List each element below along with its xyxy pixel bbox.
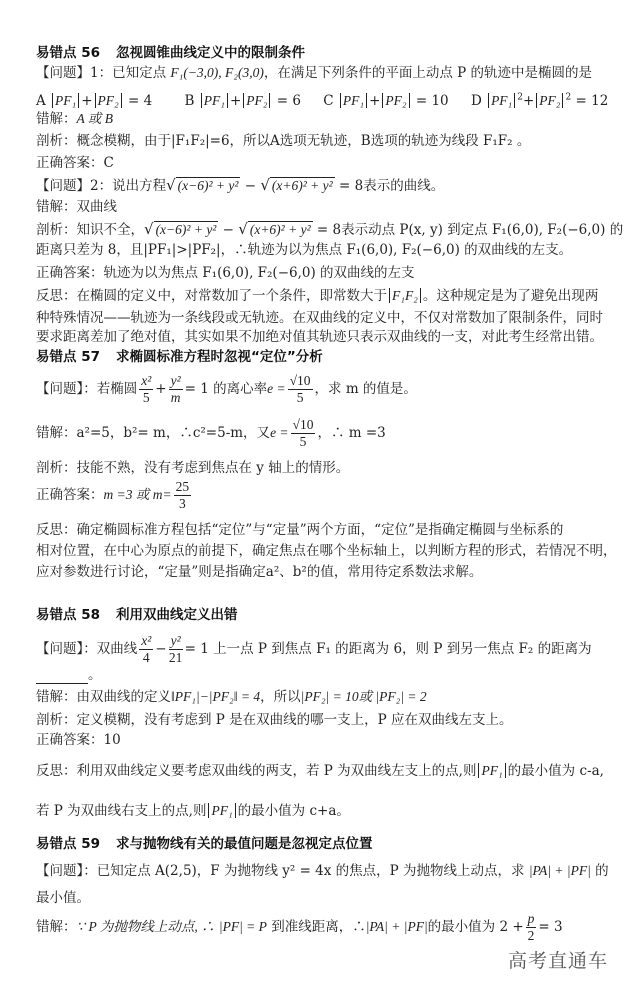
text-q-e-d: 5 bbox=[296, 390, 304, 405]
text-q-expr: |PA| + |PF| bbox=[528, 863, 591, 878]
option-a: A PF₁ + PF₂ = 4 bbox=[36, 92, 153, 109]
text-analysis: 定义模糊，没有考虑到 P 是在双曲线的哪一支上，P 应在双曲线左支上。 bbox=[76, 712, 513, 728]
text-wrong-frac-n: p bbox=[527, 911, 535, 926]
problem-58-statement: 【问题】：双曲线 $\frac{\text{x²}}{4}$ − $\frac{\text{y²}}{21}$ = 1 上一点 P 到焦点 F₁ 的距离为 6，则 P 到另一焦点 F₂ 的距离为 bbox=[36, 633, 592, 665]
text-reflection-1a: 利用双曲线定义要考虑双曲线的两支，若 P 为双曲线左支上的点,则 bbox=[76, 763, 477, 779]
text-reflection-3: 要求距离差加了绝对值，其实如果不加绝对值其轨迹只表示双曲线的一支，对此考生经常出错。 bbox=[36, 329, 603, 345]
text-q2-text1: 说出方程 bbox=[112, 178, 167, 194]
text-wrong-3: |PF₂| = 10或 |PF₂| = 2 bbox=[300, 689, 427, 704]
text-reflection-1b: F₁F₂ bbox=[389, 288, 421, 303]
text-heading-num: 易错点 57 bbox=[36, 349, 100, 365]
problem-2-statement: 【问题】2：说出方程√ (x−6)² + y² − √ (x+6)² + y² = 8表示的曲线。 bbox=[36, 176, 445, 194]
text-analysis-label: 剖析： bbox=[36, 460, 77, 476]
problem-2-analysis-cont bbox=[36, 241, 572, 259]
reflection-56-line2 bbox=[36, 309, 603, 327]
text-q-text2: 的 bbox=[595, 863, 609, 879]
text-q-end: 。 bbox=[88, 667, 102, 683]
problem-58-analysis bbox=[36, 711, 513, 729]
text-q-frac1-n: x² bbox=[141, 633, 152, 648]
text-value: = 4 bbox=[128, 92, 153, 109]
text-wrong-2: 到准线距离，∴ bbox=[271, 919, 366, 935]
text-q-text1: 已知定点 A(2,5)，F 为抛物线 y² = 4x 的焦点，P 为抛物线上动点，求 bbox=[96, 863, 525, 879]
text-q-frac2-d: 21 bbox=[168, 650, 183, 665]
text-q-e: e = bbox=[267, 381, 286, 396]
text-analysis-label: 剖析： bbox=[36, 133, 77, 149]
text-expr-left: PF₁ bbox=[52, 93, 79, 108]
heading-number: 易错点 56 bbox=[36, 45, 100, 61]
text-wrong-e-d: 5 bbox=[299, 434, 307, 449]
text-correct-label: 正确答案： bbox=[36, 732, 104, 748]
text-expr-right: PF₂ bbox=[382, 93, 409, 108]
text-q-text2: = 1 上一点 P 到焦点 F₁ 的距离为 6，则 P 到另一焦点 F₂ 的距离为 bbox=[184, 641, 592, 657]
reflection-56 bbox=[36, 287, 598, 305]
problem-2-analysis: 剖析：知识不全，√ (x−6)² + y² − √ (x+6)² + y² = 8表示动点 P(x, y) 到定点 F₁(6,0), F₂(−6,0) 的 bbox=[36, 220, 624, 238]
text-q-frac2-d: m bbox=[170, 390, 181, 405]
section-59-heading bbox=[36, 835, 373, 853]
text-reflection-label: 反思： bbox=[36, 288, 77, 304]
problem-2-wrong bbox=[36, 198, 117, 216]
text-wrong-label: 错解： bbox=[36, 689, 77, 705]
section-56-heading bbox=[36, 44, 305, 62]
text-q-text1: 双曲线 bbox=[96, 641, 138, 657]
problem-text: ，在满足下列条件的平面上动点 P 的轨迹中是椭圆的是 bbox=[263, 65, 593, 81]
text-expr-left: PF₁ bbox=[201, 93, 228, 108]
text-q2-eq-a: (x−6)² + y² bbox=[155, 222, 217, 237]
text-wrong-1: ∵ P 为抛物线上动点, ∴ bbox=[76, 919, 215, 934]
text-correct-label: 正确答案： bbox=[36, 155, 104, 171]
text-heading-title: 求椭圆标准方程时忽视“定位”分析 bbox=[116, 349, 323, 365]
text-wrong-1: 由双曲线的定义 bbox=[76, 689, 171, 705]
text-q-text3: ，求 m 的值是。 bbox=[314, 381, 417, 397]
text-correct-1: m =3 或 m= bbox=[103, 487, 172, 502]
text-q-label: 【问题】： bbox=[36, 863, 97, 879]
problem-58-correct bbox=[36, 731, 121, 749]
section-57-heading bbox=[36, 348, 323, 366]
text-wrong-2: ，∴ m =3 bbox=[317, 425, 386, 441]
correct-answer bbox=[36, 154, 114, 172]
problem-58-blank bbox=[36, 666, 102, 684]
text-heading-title: 利用双曲线定义出错 bbox=[116, 607, 238, 623]
text-expr-right: PF₂ bbox=[243, 93, 270, 108]
text-reflection-2: 相对位置，在中心为原点的前提下，确定焦点在哪个坐标轴上，以判断方程的形式，若情况不明， bbox=[36, 543, 617, 559]
text-q-frac2-n: y² bbox=[170, 633, 181, 648]
text-reflection-1b: PF₁ bbox=[478, 763, 505, 778]
watermark-logo: 高考直通车 bbox=[508, 950, 609, 972]
reflection-57-line2 bbox=[36, 542, 617, 560]
reflection-58-line2 bbox=[36, 802, 350, 820]
text-expr-left: PF₁ bbox=[488, 93, 515, 108]
text-q2-eq-c: = 8 bbox=[316, 222, 342, 238]
text-wrong-2: ，所以 bbox=[260, 689, 301, 705]
text-wrong-1: a²=5，b²= m，∴c²=5-m，又 bbox=[76, 425, 271, 441]
text-wrong-label: 错解： bbox=[36, 425, 77, 441]
text-wrong-e: e = bbox=[270, 425, 289, 440]
text-analysis-text: 概念模糊，由于|F₁F₂|=6，所以A选项无轨迹，B选项的轨迹为线段 F₁F₂ 。 bbox=[76, 133, 531, 149]
text-reflection-label: 反思： bbox=[36, 763, 77, 779]
text-wrong-label: 错解： bbox=[36, 919, 77, 935]
option-d: D PF₁ $^2$+ PF₂ $^2$ = 12 bbox=[470, 92, 609, 109]
text-wrong-expr: |PA| + |PF| bbox=[365, 919, 428, 934]
problem-57-analysis bbox=[36, 459, 349, 477]
text-heading-num: 易错点 59 bbox=[36, 836, 100, 852]
text-q2-eq-b: (x+6)² + y² bbox=[271, 178, 333, 193]
text-q2-analysis-3: 距离只差为 8，且|PF₁|>|PF₂|，∴轨迹为以为焦点 F₁(6,0), F₂(−6,0) 的双曲线的左支。 bbox=[36, 242, 573, 258]
text-letter: B bbox=[184, 92, 195, 109]
text-value: = 6 bbox=[276, 92, 301, 109]
answer-blank bbox=[36, 669, 88, 684]
text-correct: 10 bbox=[103, 732, 121, 748]
text-q-frac1-n: x² bbox=[141, 373, 152, 388]
problem-text: 已知定点 bbox=[112, 65, 167, 81]
option-b: B PF₁ + PF₂ = 6 bbox=[184, 92, 301, 109]
text-wrong-e-n: √10 bbox=[292, 417, 314, 432]
text-q2-eq-b: (x+6)² + y² bbox=[249, 222, 311, 237]
text-reflection-2: 种特殊情况——轨迹为一条线段或无轨迹。在双曲线的定义中，不仅对常数加了限制条件，同时 bbox=[36, 310, 603, 326]
text-letter: A bbox=[36, 92, 46, 109]
problem-label: 【问题】1： bbox=[36, 65, 113, 81]
text-q-label: 【问题】： bbox=[36, 641, 97, 657]
text-analysis: 技能不熟，没有考虑到焦点在 y 轴上的情形。 bbox=[76, 460, 350, 476]
problem-57-wrong bbox=[36, 416, 386, 450]
text-q-text3: 最小值。 bbox=[36, 890, 90, 906]
text-correct-d: 3 bbox=[178, 496, 186, 511]
text-heading-title: 求与抛物线有关的最值问题是忽视定点位置 bbox=[116, 836, 373, 852]
text-expr-left: PF₁ bbox=[340, 93, 367, 108]
problem-2-correct bbox=[36, 264, 415, 282]
reflection-57 bbox=[36, 521, 563, 539]
text-wrong-expr: ‖PF₁|−|PF₂‖ = 4 bbox=[171, 689, 261, 704]
text-q2-correct: 轨迹为以为焦点 F₁(6,0), F₂(−6,0) 的双曲线的左支 bbox=[103, 265, 415, 281]
option-c: C PF₁ + PF₂ = 10 bbox=[323, 92, 449, 109]
text-reflection-1: 确定椭圆标准方程包括“定位”与“定量”两个方面，“定位”是指确定椭圆与坐标系的 bbox=[76, 522, 564, 538]
text-expr-right: PF₂ bbox=[536, 93, 563, 108]
text-analysis-label: 剖析： bbox=[36, 712, 77, 728]
text-correct-answer: C bbox=[103, 155, 114, 171]
problem-57-statement: 【问题】：若椭圆 $\frac{\text{x²}}{5}$ + $\frac{\text{y²}}{m}$ = 1 的离心率e = $\frac{√10}{5}$ ，求 m 的值是。 bbox=[36, 373, 417, 405]
text-q-text1: 若椭圆 bbox=[96, 381, 138, 397]
section-58-heading bbox=[36, 606, 238, 624]
text-value: = 10 bbox=[415, 92, 449, 109]
text-reflection-3: 应对参数进行讨论，“定量”则是指确定a²、b²的值，常用待定系数法求解。 bbox=[36, 564, 483, 580]
reflection-58 bbox=[36, 762, 604, 780]
text-correct-n: 25 bbox=[175, 479, 190, 494]
text-q2-eq-c: = 8 bbox=[339, 178, 364, 194]
text-expr-right: PF₂ bbox=[95, 93, 122, 108]
text-wrong-pf: |PF| = P bbox=[218, 919, 267, 934]
text-q2-label: 【问题】2： bbox=[36, 178, 113, 194]
text-heading-num: 易错点 58 bbox=[36, 607, 100, 623]
text-wrong-4: = 3 bbox=[538, 919, 563, 935]
problem-57-correct bbox=[36, 478, 193, 512]
text-q-frac2-n: y² bbox=[170, 373, 181, 388]
text-reflection-label: 反思： bbox=[36, 522, 77, 538]
text-reflection-1a: 在椭圆的定义中，对常数加了一个条件，即常数大于 bbox=[76, 288, 387, 304]
text-correct-label: 正确答案： bbox=[36, 487, 104, 503]
text-q2-correct-label: 正确答案： bbox=[36, 265, 104, 281]
text-q-e-n: √10 bbox=[289, 373, 311, 388]
text-wrong-3: 的最小值为 2 + bbox=[427, 919, 524, 935]
problem-59-statement-cont bbox=[36, 889, 90, 907]
heading-title: 忽视圆锥曲线定义中的限制条件 bbox=[116, 45, 305, 61]
text-q2-wrong: 双曲线 bbox=[76, 199, 117, 215]
problem-58-wrong bbox=[36, 688, 427, 706]
text-letter: D bbox=[470, 92, 482, 109]
text-wrong-frac-d: 2 bbox=[527, 928, 535, 943]
reflection-56-line3 bbox=[36, 328, 603, 346]
text-q2-analysis-2: 表示动点 P(x, y) 到定点 F₁(6,0), F₂(−6,0) 的 bbox=[341, 222, 624, 238]
text-q2-wrong-label: 错解： bbox=[36, 199, 77, 215]
text-q2-analysis-1: 知识不全， bbox=[76, 222, 144, 238]
text-wrong-label: 错解： bbox=[36, 111, 77, 127]
problem-59-statement bbox=[36, 862, 609, 880]
analysis bbox=[36, 132, 530, 150]
text-q2-eq-a: (x−6)² + y² bbox=[177, 178, 239, 193]
text-reflection-1c: 。这种规定是为了避免出现两 bbox=[422, 288, 599, 304]
text-wrong-answer: A 或 B bbox=[76, 111, 113, 126]
text-q-label: 【问题】： bbox=[36, 381, 97, 397]
problem-1-statement bbox=[36, 64, 592, 82]
problem-59-wrong bbox=[36, 910, 563, 944]
text-value: = 12 bbox=[575, 92, 609, 109]
math-points: F₁(−3,0), F₂(3,0) bbox=[170, 65, 264, 80]
text-q2-analysis-label: 剖析： bbox=[36, 222, 77, 238]
text-reflection-2c: 的最小值为 c+a。 bbox=[237, 803, 350, 819]
text-reflection-2a: 若 P 为双曲线右支上的点,则 bbox=[36, 803, 207, 819]
problem-1-options bbox=[36, 88, 608, 110]
text-reflection-1c: 的最小值为 c-a, bbox=[507, 763, 604, 779]
wrong-solution bbox=[36, 110, 113, 128]
text-q-frac1-d: 4 bbox=[142, 650, 150, 665]
text-q-text2: = 1 的离心率 bbox=[184, 381, 268, 397]
text-letter: C bbox=[323, 92, 334, 109]
reflection-57-line3 bbox=[36, 563, 482, 581]
text-q2-text2: 表示的曲线。 bbox=[363, 178, 445, 194]
text-reflection-2b: PF₁ bbox=[208, 803, 235, 818]
text-q-frac1-d: 5 bbox=[142, 390, 150, 405]
